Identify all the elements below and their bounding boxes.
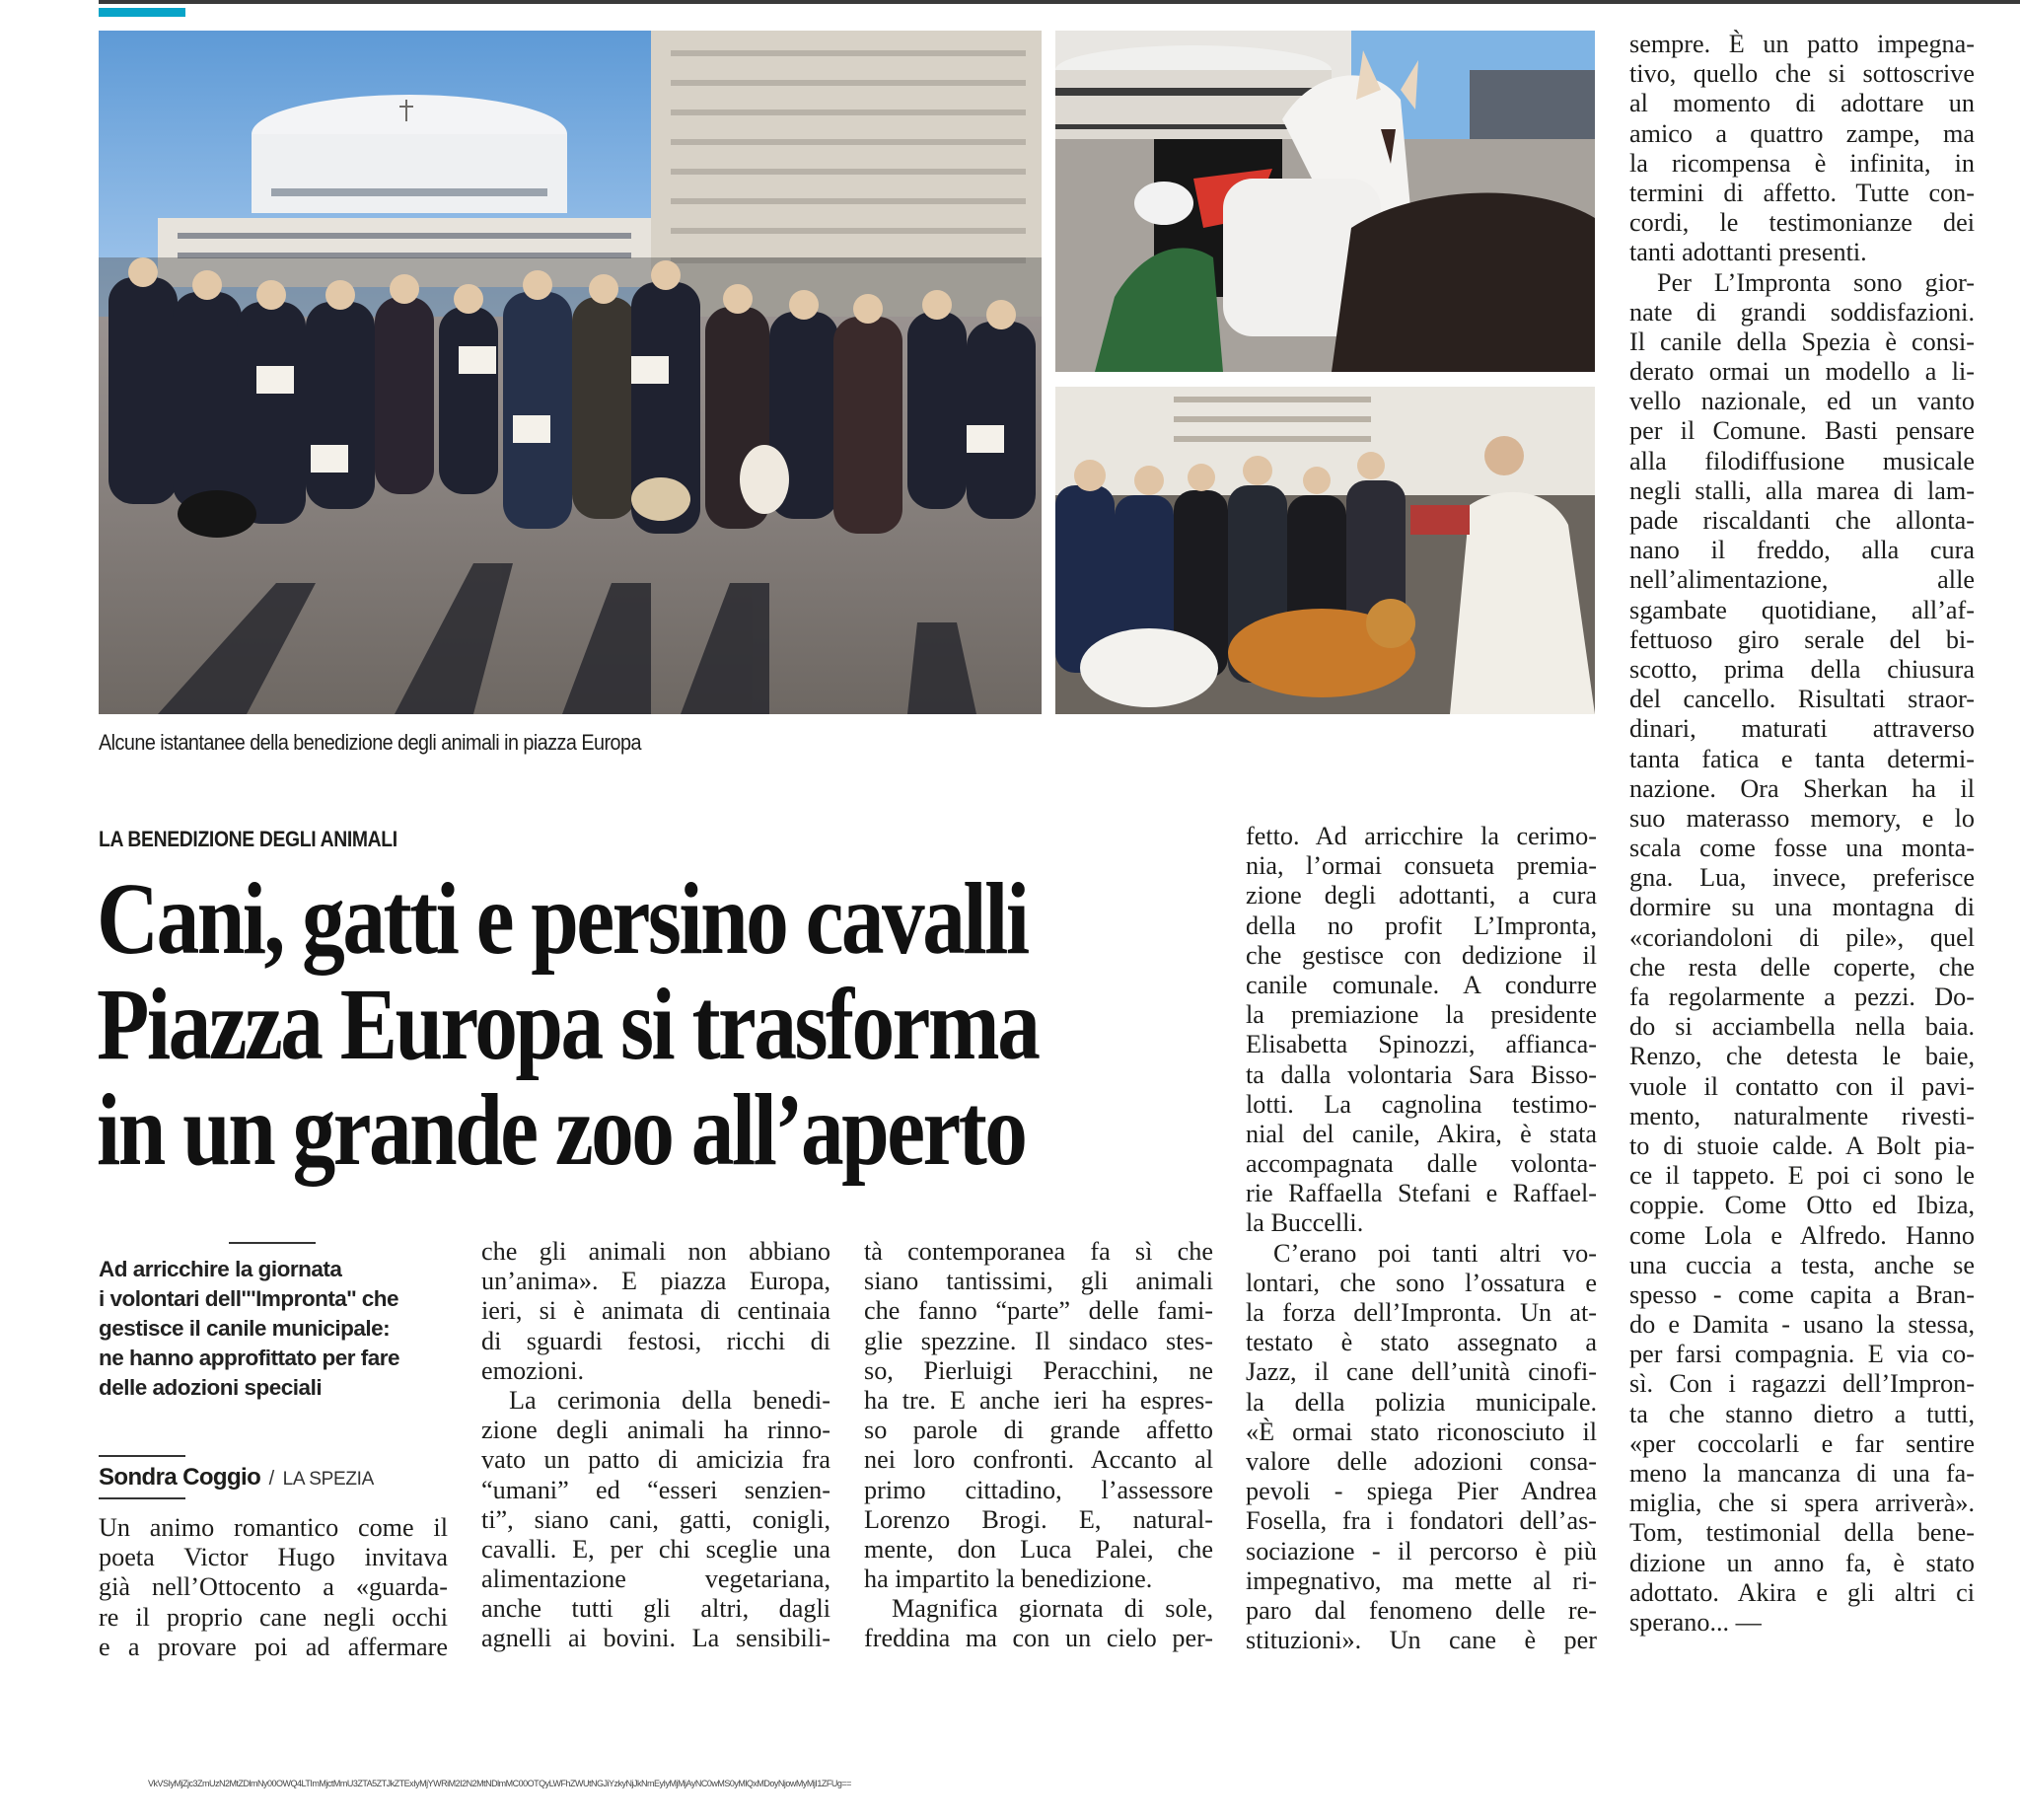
article-line: amico a quattro zampe, ma (1629, 118, 1975, 148)
article-line: “umani” ed “esseri senzien- (481, 1475, 830, 1504)
article-line: che gestisce con dedizione il (1246, 940, 1597, 970)
article-line: valore delle adozioni consa- (1246, 1446, 1597, 1476)
article-line: siano tantissimi, gli animali (864, 1267, 1213, 1296)
article-line: miglia, che si spera arriverà». (1629, 1489, 1975, 1518)
article-line: fettuoso giro serale del bi- (1629, 624, 1975, 654)
byline (99, 1464, 374, 1492)
article-line: nia, l’ormai consueta premia- (1246, 851, 1597, 881)
group-photo (99, 31, 1042, 714)
article-line: do e Damita - usano la stessa, (1629, 1310, 1975, 1340)
article-line: sperano... — (1629, 1607, 1762, 1637)
summary-divider (229, 1242, 316, 1244)
article-line: Lorenzo Brogi. E, natural- (864, 1504, 1213, 1534)
article-line: Renzo, che detesta le baie, (1629, 1042, 1975, 1071)
summary-deck (99, 1255, 454, 1403)
article-line: come Lola e Alfredo. Hanno (1629, 1220, 1975, 1250)
article-line: La cerimonia della benedi- (509, 1385, 830, 1415)
article-line: ta che stanno dietro a tutti, (1629, 1399, 1975, 1428)
article-line: dormire su una montagna di (1629, 893, 1975, 922)
article-line: Un animo romantico come il (99, 1513, 448, 1542)
byline-dateline: LA SPEZIA (282, 1469, 375, 1490)
article-line: nei loro confronti. Accanto al (864, 1445, 1213, 1475)
article-line: della no profit L’Impronta, (1246, 910, 1597, 940)
article-line: una cuccia a testa, anche se (1629, 1250, 1975, 1279)
article-line: tanti adottanti presenti. (1629, 238, 1867, 267)
article-line: lontari, che sono l’ossatura e (1246, 1268, 1597, 1297)
article-line: termini di affetto. Tutte con- (1629, 178, 1975, 207)
article-line: ieri, si è animata di centinaia (481, 1296, 830, 1326)
article-line: nial del canile, Akira, è stata (1246, 1119, 1597, 1148)
article-line: mento, naturalmente rivesti- (1629, 1101, 1975, 1130)
article-line: agnelli ai bovini. La sensibili- (481, 1624, 830, 1653)
article-line: zione degli adottanti, a cura (1246, 881, 1597, 910)
article-line: zione degli animali ha rinno- (481, 1416, 830, 1445)
article-column-1 (99, 1513, 448, 1662)
byline-author: Sondra Coggio (99, 1464, 261, 1491)
article-line: dinari, maturati attraverso (1629, 714, 1975, 744)
article-line: scotto, prima della chiusura (1629, 654, 1975, 684)
summary-line: Ad arricchire la giornata (99, 1257, 342, 1281)
article-line: testato è stato assegnato a (1246, 1328, 1597, 1357)
article-line: ce il tappeto. E poi ci sono le (1629, 1161, 1975, 1191)
article-line: Magnifica giornata di sole, (892, 1594, 1213, 1624)
headline-line: Cani, gatti e persino cavalli (97, 862, 1028, 976)
headline (97, 862, 1057, 1187)
article-line: so, Pierluigi Peracchini, ne (864, 1355, 1213, 1385)
article-line: C’erano poi tanti altri vo- (1273, 1238, 1597, 1268)
summary-line: ne hanno approfittato per fare (99, 1346, 400, 1370)
headline-line: in un grande zoo all’aperto (97, 1073, 1026, 1187)
article-line: cavalli. E, per chi sceglie una (481, 1534, 830, 1564)
article-line: gna. Lua, invece, preferisce (1629, 863, 1975, 893)
article-line: glie spezzine. Il sindaco stes- (864, 1326, 1213, 1355)
headline-line: Piazza Europa si trasforma (97, 968, 1039, 1081)
article-line: do si acciambella nella baia. (1629, 1012, 1975, 1042)
article-line: alimentazione vegetariana, (481, 1565, 830, 1594)
article-line: la ricompensa è infinita, in (1629, 148, 1975, 178)
article-line: pade riscaldanti che allonta- (1629, 506, 1975, 535)
article-line: scala come fosse una monta- (1629, 834, 1975, 863)
article-line: che resta delle coperte, che (1629, 952, 1975, 982)
article-line: freddina ma con un cielo per- (864, 1624, 1213, 1653)
article-line: to di stuoie calde. A Bolt pia- (1629, 1130, 1975, 1160)
article-line: meno la mancanza di una fa- (1629, 1459, 1975, 1488)
article-line: cordi, le testimonianze dei (1629, 208, 1975, 238)
section-accent-bar (99, 8, 185, 17)
article-column-2 (481, 1237, 830, 1654)
article-line: Jazz, il cane dell’unità cinofi- (1246, 1357, 1597, 1387)
article-line: per il Comune. Basti pensare (1629, 416, 1975, 446)
article-line: la forza dell’Impronta. Un at- (1246, 1298, 1597, 1327)
article-line: Elisabetta Spinozzi, affianca- (1246, 1030, 1597, 1059)
article-column-3 (864, 1237, 1213, 1654)
article-line: per farsi compagnia. E via co- (1629, 1340, 1975, 1369)
article-line: stituzioni». Un cane è per (1246, 1626, 1597, 1655)
article-line: impegnativo, ma mette al ri- (1246, 1565, 1597, 1595)
byline-top-rule (99, 1455, 185, 1457)
section-kicker: LA BENEDIZIONE DEGLI ANIMALI (99, 827, 397, 851)
article-line: «coriandoloni di pile», quel (1629, 922, 1975, 952)
summary-line: gestisce il canile municipale: (99, 1316, 391, 1341)
article-line: al momento di adottare un (1629, 89, 1975, 118)
article-line: so parole di grande affetto (864, 1416, 1213, 1445)
article-line: re il proprio cane negli occhi (99, 1602, 448, 1632)
article-line: fa regolarmente a pezzi. Do- (1629, 983, 1975, 1011)
article-line: negli stalli, alla marea di lam- (1629, 475, 1975, 505)
article-line: che fanno “parte” delle fami- (864, 1296, 1213, 1326)
summary-line: delle adozioni speciali (99, 1375, 323, 1400)
horse-photo (1055, 31, 1595, 372)
article-line: e a provare poi ad affermare (99, 1632, 448, 1661)
photo-caption: Alcune istantanee della benedizione degli animali in piazza Europa (99, 730, 641, 755)
article-line: tà contemporanea fa sì che (864, 1237, 1213, 1266)
article-line: ta dalla volontaria Sara Bisso- (1246, 1059, 1597, 1089)
article-line: vato un patto di amicizia fra (481, 1445, 830, 1475)
article-line: nate di grandi soddisfazioni. (1629, 297, 1975, 327)
article-line: emozioni. (481, 1355, 584, 1385)
article-line: di sguardi festosi, ricchi di (481, 1326, 830, 1355)
article-line: canile comunale. A condurre (1246, 970, 1597, 999)
article-line: ha impartito la benedizione. (864, 1565, 1153, 1594)
article-line: tivo, quello che si sottoscrive (1629, 59, 1975, 89)
article-line: del cancello. Risultati straor- (1629, 685, 1975, 714)
article-line: sgambate quotidiane, all’af- (1629, 595, 1975, 624)
article-line: vuole il contatto con il pavi- (1629, 1071, 1975, 1101)
article-line: «È ormai stato riconosciuto il (1246, 1417, 1597, 1446)
article-line: la Buccelli. (1246, 1208, 1364, 1238)
article-line: spesso - come capita a Bran- (1629, 1279, 1975, 1309)
article-line: ha tre. E anche ieri ha espres- (864, 1385, 1213, 1415)
article-line: paro dal fenomeno delle re- (1246, 1595, 1597, 1625)
footer-code: VkVSIyMjZjc3ZmUzN2MtZDlmNy00OWQ4LTImMjctMmU3ZTA5ZTJkZTExIyMjYWRiM2I2N2MtNDlmMC00OTQyLWFhZWUtNGJiYzkyNjJkNmEyIyMjMjAyNC0wMS0yMlQxMDoyNjowMyMjI1ZFUg== (148, 1779, 851, 1788)
article-line: la della polizia municipale. (1246, 1387, 1597, 1417)
article-line: tanta fatica e tanta determi- (1629, 744, 1975, 773)
article-line: adottato. Akira e gli altri ci (1629, 1577, 1975, 1607)
article-line: nell’alimentazione, alle (1629, 565, 1975, 595)
article-line: sempre. È un patto impegna- (1629, 30, 1975, 58)
article-line: dizione un anno fa, è stato (1629, 1548, 1975, 1577)
article-line: pevoli - spiega Pier Andrea (1246, 1477, 1597, 1506)
article-line: che gli animali non abbiano (481, 1237, 830, 1266)
article-line: Il canile della Spezia è consi- (1629, 327, 1975, 356)
article-line: nano il freddo, alla cura (1629, 536, 1975, 565)
byline-bottom-rule (99, 1497, 185, 1499)
blessing-photo (1055, 387, 1595, 714)
article-line: la premiazione la presidente (1246, 1000, 1597, 1030)
article-line: suo materasso memory, e lo (1629, 803, 1975, 833)
summary-line: i volontari dell'''Impronta'' che (99, 1286, 399, 1311)
byline-separator: / (268, 1468, 275, 1490)
article-line: sociazione - il percorso è più (1246, 1536, 1597, 1565)
article-line: già nell’Ottocento a «guarda- (99, 1572, 448, 1602)
article-line: poeta Victor Hugo invitava (99, 1543, 448, 1572)
article-line: anche tutti gli altri, dagli (481, 1594, 830, 1624)
top-rule (99, 0, 2020, 4)
article-line: primo cittadino, l’assessore (864, 1475, 1213, 1504)
article-line: rie Raffaella Stefani e Raffael- (1246, 1179, 1597, 1208)
article-line: accompagnata dalle volonta- (1246, 1149, 1597, 1179)
article-line: ti”, siano cani, gatti, conigli, (481, 1504, 830, 1534)
article-line: coppie. Come Otto ed Ibiza, (1629, 1191, 1975, 1220)
article-line: nazione. Ora Sherkan ha il (1629, 773, 1975, 803)
article-line: un’anima». E piazza Europa, (481, 1267, 830, 1296)
article-line: Tom, testimonial della bene- (1629, 1518, 1975, 1548)
article-line: fetto. Ad arricchire la cerimo- (1246, 822, 1597, 850)
article-line: derato ormai un modello a li- (1629, 357, 1975, 387)
article-line: lotti. La cagnolina testimo- (1246, 1089, 1597, 1119)
article-line: alla filodiffusione musicale (1629, 446, 1975, 475)
article-line: Fosella, fra i fondatori dell’as- (1246, 1506, 1597, 1536)
article-line: sì. Con i ragazzi dell’Impron- (1629, 1369, 1975, 1399)
article-line: Per L’Impronta sono gior- (1657, 267, 1975, 297)
article-column-4 (1246, 822, 1597, 1655)
article-line: vello nazionale, ed un vanto (1629, 387, 1975, 416)
article-column-5 (1629, 30, 1975, 1638)
article-line: mente, don Luca Palei, che (864, 1534, 1213, 1564)
article-line: «per coccolarli e far sentire (1629, 1428, 1975, 1458)
